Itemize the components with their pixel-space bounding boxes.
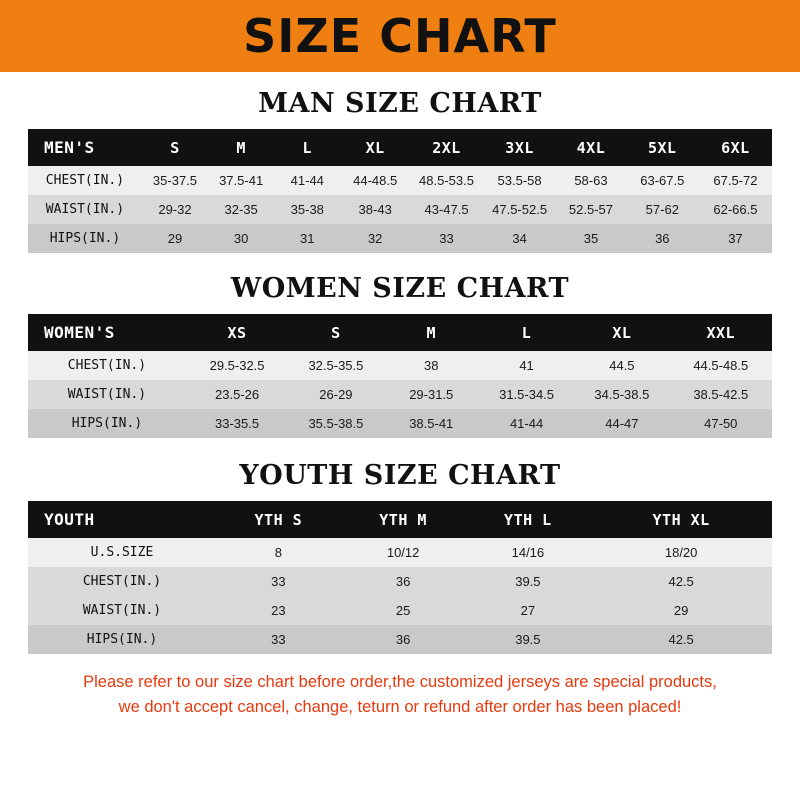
cell: 36 (395, 574, 411, 589)
footer-disclaimer (24, 670, 776, 720)
header-cell: XS (227, 323, 247, 342)
page-title: SIZE CHART (243, 9, 557, 63)
women-section-title: WOMEN SIZE CHART (230, 273, 570, 304)
cell: 38 (424, 358, 439, 373)
cell: 10/12 (386, 545, 420, 560)
cell: 35 (583, 231, 599, 246)
header-cell: YTH S (254, 510, 303, 529)
header-cell: 4XL (576, 138, 606, 157)
cell: 23 (271, 603, 286, 618)
table-row (28, 224, 772, 253)
cell: 32 (367, 231, 383, 246)
cell: 29-32 (158, 202, 192, 217)
table-row (28, 538, 772, 567)
youth-size-table (28, 501, 772, 654)
cell: 41-44 (290, 173, 324, 188)
cell: 38-43 (358, 202, 392, 217)
table-row (28, 409, 772, 438)
cell: 39.5 (515, 574, 541, 589)
row-label: CHEST(IN.) (67, 358, 147, 373)
header-cell: YTH L (504, 510, 552, 529)
cell: 35-38 (290, 202, 324, 217)
footer-line-2: we don't accept cancel, change, teturn or refund after order has been placed! (118, 697, 682, 716)
row-label: U.S.SIZE (90, 545, 154, 560)
row-label: HIPS(IN.) (49, 231, 121, 246)
header-cell: XL (612, 323, 632, 342)
cell: 36 (395, 632, 411, 647)
table-row (28, 380, 772, 409)
header-cell: L (521, 323, 532, 342)
cell: 38.5-42.5 (693, 387, 749, 402)
header-cell: 2XL (432, 138, 461, 157)
header-banner (0, 0, 800, 72)
women-table-wrapper (28, 314, 772, 438)
cell: 33 (271, 574, 286, 589)
footer-line-1: Please refer to our size chart before order,the customized jerseys are special products, (83, 673, 717, 691)
table-row (28, 567, 772, 596)
header-cell: M (426, 323, 436, 342)
cell: 44-47 (605, 416, 639, 431)
cell: 32-35 (224, 202, 258, 217)
man-table-wrapper (28, 129, 772, 253)
cell: 31.5-34.5 (499, 387, 555, 402)
cell: 41 (519, 358, 534, 373)
youth-section-title: YOUTH SIZE CHART (239, 460, 561, 491)
cell: 41-44 (509, 416, 544, 431)
man-size-table (28, 129, 772, 253)
cell: 58-63 (574, 173, 608, 188)
header-cell: YTH XL (652, 510, 710, 529)
table-row (28, 596, 772, 625)
header-cell: XL (365, 138, 385, 157)
row-label: HIPS(IN.) (71, 416, 143, 431)
cell: 47-50 (704, 416, 738, 431)
header-cell: YTH M (379, 510, 427, 529)
row-label: WAIST(IN.) (45, 202, 125, 217)
table-header-row (28, 501, 772, 538)
row-label: HIPS(IN.) (86, 632, 158, 647)
cell: 52.5-57 (568, 202, 613, 217)
cell: 31 (300, 231, 315, 246)
cell: 48.5-53.5 (419, 173, 474, 188)
cell: 38.5-41 (409, 416, 454, 431)
row-label: CHEST(IN.) (45, 173, 125, 188)
row-label: WAIST(IN.) (67, 387, 147, 402)
cell: 37 (728, 231, 743, 246)
cell: 42.5 (668, 574, 694, 589)
cell: 39.5 (515, 632, 541, 647)
man-section-title: MAN SIZE CHART (258, 88, 542, 119)
youth-table-wrapper (28, 501, 772, 654)
cell: 35.5-38.5 (308, 416, 364, 431)
cell: 23.5-26 (215, 387, 260, 402)
cell: 35-37.5 (152, 173, 198, 188)
header-cell: MEN'S (44, 138, 95, 157)
cell: 33 (439, 231, 454, 246)
header-cell: S (170, 138, 180, 157)
cell: 36 (655, 231, 670, 246)
header-cell: S (331, 323, 341, 342)
row-label: WAIST(IN.) (82, 603, 162, 618)
header-cell: L (302, 138, 313, 157)
cell: 29.5-32.5 (209, 358, 265, 373)
header-cell: 6XL (721, 138, 750, 157)
cell: 33 (271, 632, 286, 647)
cell: 25 (395, 603, 411, 618)
cell: 29-31.5 (409, 387, 454, 402)
women-size-table (28, 314, 772, 438)
cell: 27 (520, 603, 536, 618)
cell: 8 (274, 545, 282, 560)
cell: 53.5-58 (497, 173, 542, 188)
cell: 29 (673, 603, 689, 618)
table-header-row (28, 129, 772, 166)
cell: 47.5-52.5 (492, 202, 548, 217)
cell: 37.5-41 (219, 173, 264, 188)
header-cell: 3XL (505, 138, 534, 157)
cell: 32.5-35.5 (308, 358, 364, 373)
cell: 57-62 (645, 202, 679, 217)
cell: 67.5-72 (713, 173, 758, 188)
cell: 44-48.5 (353, 173, 398, 188)
table-row (28, 625, 772, 654)
cell: 30 (233, 231, 249, 246)
cell: 29 (167, 231, 183, 246)
header-cell: 5XL (648, 138, 677, 157)
cell: 44.5 (609, 358, 635, 373)
table-row (28, 166, 772, 195)
row-label: CHEST(IN.) (82, 574, 162, 589)
cell: 26-29 (319, 387, 353, 402)
header-cell: M (236, 138, 246, 157)
cell: 33-35.5 (215, 416, 260, 431)
cell: 44.5-48.5 (693, 358, 749, 373)
cell: 43-47.5 (424, 202, 469, 217)
table-row (28, 195, 772, 224)
cell: 34 (512, 231, 527, 246)
header-cell: XXL (706, 323, 736, 342)
cell: 63-67.5 (640, 173, 685, 188)
cell: 62-66.5 (713, 202, 758, 217)
cell: 14/16 (511, 545, 545, 560)
cell: 42.5 (668, 632, 694, 647)
cell: 18/20 (664, 545, 698, 560)
cell: 34.5-38.5 (594, 387, 650, 402)
table-row (28, 351, 772, 380)
header-cell: YOUTH (44, 510, 95, 529)
header-cell: WOMEN'S (44, 323, 115, 342)
table-header-row (28, 314, 772, 351)
